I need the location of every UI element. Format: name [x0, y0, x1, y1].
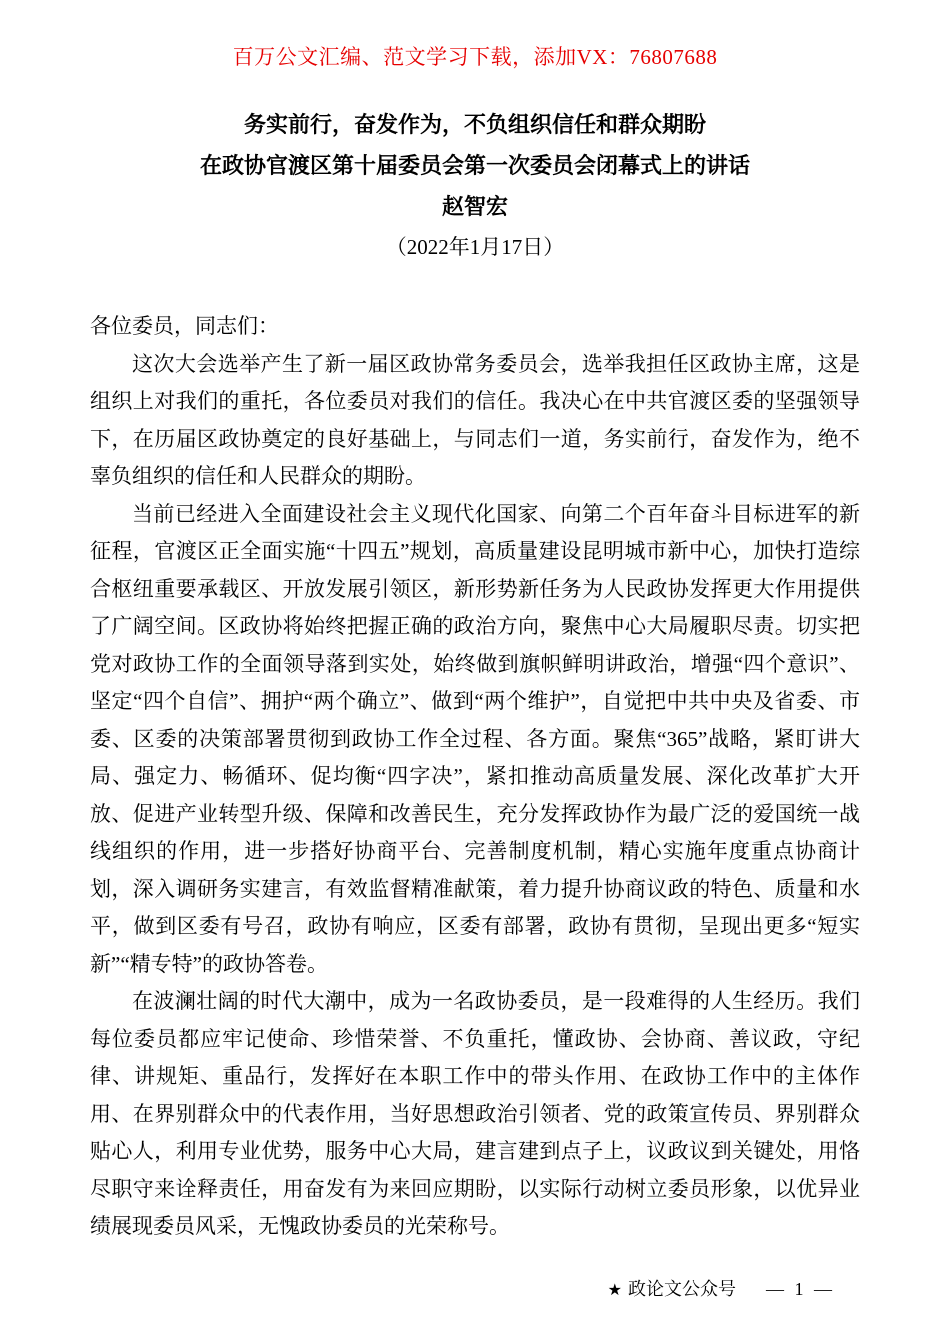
document-subtitle: 在政协官渡区第十届委员会第一次委员会闭幕式上的讲话 [199, 153, 750, 178]
document-date: （2022年1月17日） [385, 235, 565, 259]
promo-banner: 百万公文汇编、范文学习下载，添加VX：76807688 [232, 45, 718, 69]
footer-watermark: 政论文公众号 [628, 1279, 736, 1299]
page-number: — 1 — [766, 1279, 835, 1299]
document-body [90, 308, 860, 1246]
document-title: 务实前行，奋发作为，不负组织信任和群众期盼 [243, 112, 706, 137]
body-paragraph-3: 在波澜壮阔的时代大潮中，成为一名政协委员，是一段难得的人生经历。我们每位委员都应牢记使命、珍惜荣誉、不负重托，懂政协、会协商、善议政，守纪律、讲规矩、重品行，发挥好在本职工作中的带头作用、在政协工作中的主体作用、在界别群众中的代表作用，当好思想政治引领者、党的政策宣传员、界别群众贴心人，利用专业优势，服务中心大局，建言建到点子上，议政议到关键处，用恪尽职守来诠释责任，用奋发有为来回应期盼，以实际行动树立委员形象，以优异业绩展现委员风采，无愧政协委员的光荣称号。 [90, 989, 860, 1238]
body-paragraph-2: 当前已经进入全面建设社会主义现代化国家、向第二个百年奋斗目标进军的新征程，官渡区正全面实施“十四五”规划，高质量建设昆明城市新中心，加快打造综合枢纽重要承载区、开放发展引领区，新形势新任务为人民政协发挥更大作用提供了广阔空间。区政协将始终把握正确的政治方向，聚焦中心大局履职尽责。切实把党对政协工作的全面领导落到实处，始终做到旗帜鲜明讲政治，增强“四个意识”、坚定“四个自信”、拥护“两个确立”、做到“两个维护”，自觉把中共中央及省委、市委、区委的决策部署贯彻到政协工作全过程、各方面。聚焦“365”战略，紧盯讲大局、强定力、畅循环、促均衡“四字决”，紧扣推动高质量发展、深化改革扩大开放、促进产业转型升级、保障和改善民生，充分发挥政协作为最广泛的爱国统一战线组织的作用，进一步搭好协商平台、完善制度机制，精心实施年度重点协商计划，深入调研务实建言，有效监督精准献策，着力提升协商议政的特色、质量和水平，做到区委有号召，政协有响应，区委有部署，政协有贯彻，呈现出更多“短实新”“精专特”的政协答卷。 [90, 501, 860, 976]
body-paragraph-1: 这次大会选举产生了新一届区政协常务委员会，选举我担任区政协主席，这是组织上对我们的重托，各位委员对我们的信任。我决心在中共官渡区委的坚强领导下，在历届区政协奠定的良好基础上，与同志们一道，务实前行，奋发作为，绝不辜负组织的信任和人民群众的期盼。 [90, 351, 860, 488]
star-icon: ★ [607, 1282, 622, 1299]
author-name: 赵智宏 [441, 194, 508, 219]
salutation: 各位委员，同志们： [90, 314, 279, 338]
page-footer [608, 1278, 835, 1302]
